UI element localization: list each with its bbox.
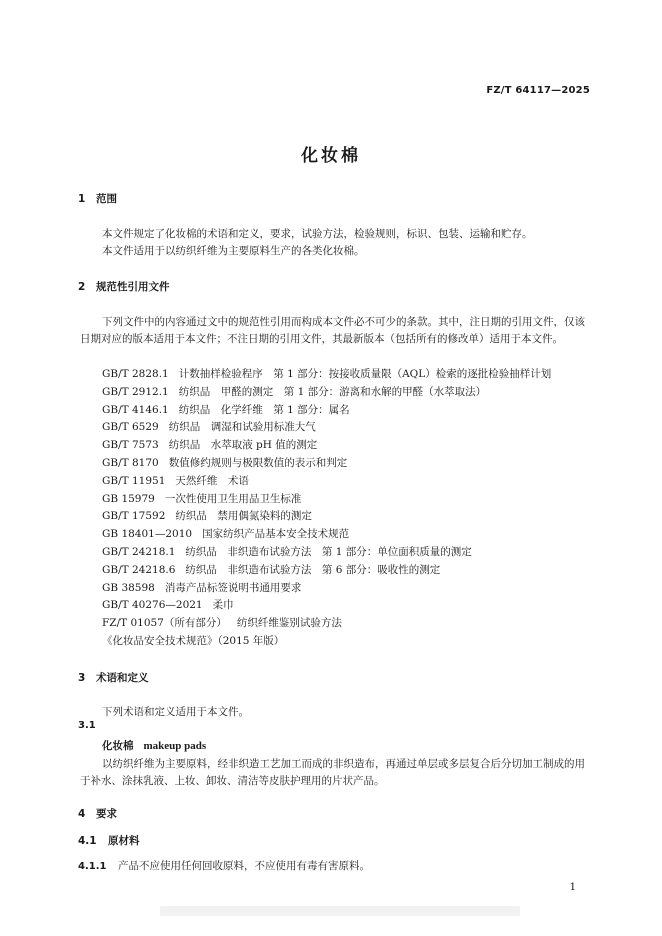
reference-code: GB/T 6529	[102, 421, 159, 434]
page-number: 1	[569, 882, 576, 893]
term-chinese: 化妆棉	[102, 740, 134, 752]
reference-code: GB/T 2912.1	[102, 385, 169, 398]
term-english: makeup pads	[143, 740, 207, 752]
section-number: 2	[78, 281, 86, 293]
reference-code: GB/T 17592	[102, 510, 166, 523]
scope-paragraph-1: 本文件规定了化妆棉的术语和定义，要求，试验方法，检验规则，标识、包装、运输和贮存。	[102, 228, 533, 240]
section-heading-terms-definitions	[78, 670, 149, 685]
reference-title: 消毒产品标签说明书通用要求	[164, 581, 302, 594]
clause-text: 产品不应使用任何回收原料，不应使用有毒有害原料。	[118, 860, 370, 872]
reference-code: GB/T 7573	[102, 439, 159, 452]
term-number: 3.1	[78, 720, 96, 731]
section-heading-requirements	[78, 806, 117, 821]
section-title: 规范性引用文件	[96, 281, 170, 293]
reference-item	[102, 419, 551, 437]
reference-title: 纺织品 化学纤维 第 1 部分：属名	[178, 403, 350, 416]
reference-item	[102, 633, 551, 651]
section-number: 1	[78, 193, 86, 205]
reference-item	[102, 526, 551, 544]
reference-title: 纺织品 非织造布试验方法 第 6 部分：吸收性的测定	[185, 563, 441, 576]
subsection-number: 4.1	[78, 835, 97, 847]
reference-code: GB/T 24218.6	[102, 563, 176, 576]
reference-item	[102, 491, 551, 509]
reference-title: 一次性使用卫生用品卫生标准	[164, 492, 302, 505]
reference-code: GB/T 11951	[102, 474, 166, 487]
reference-code: GB 15979	[102, 492, 155, 505]
reference-code: GB/T 24218.1	[102, 545, 176, 558]
section-number: 4	[78, 808, 86, 820]
reference-item	[102, 580, 551, 598]
term-entry	[102, 738, 206, 753]
reference-title: 柔巾	[212, 599, 234, 612]
reference-item	[102, 562, 551, 580]
references-intro-paragraph: 下列文件中的内容通过文中的规范性引用而构成本文件必不可少的条款。其中，注日期的引用文件，仅该日期对应的版本适用于本文件；不注日期的引用文件，其最新版本（包括所有的修改单）适用于本文件。	[80, 316, 585, 345]
section-title: 要求	[96, 808, 117, 820]
reference-item	[102, 366, 551, 384]
section-title: 范围	[96, 193, 117, 205]
reference-title: 纺织纤维鉴别试验方法	[236, 617, 342, 630]
faint-watermark	[160, 906, 520, 916]
terms-intro-paragraph: 下列术语和定义适用于本文件。	[102, 706, 249, 718]
reference-code: GB/T 40276—2021	[102, 599, 203, 612]
reference-title: 纺织品 非织造布试验方法 第 1 部分：单位面积质量的测定	[185, 545, 472, 558]
section-number: 3	[78, 672, 86, 684]
document-title: 化妆棉	[301, 146, 361, 166]
reference-code: GB 18401—2010	[102, 528, 193, 541]
reference-item	[102, 402, 551, 420]
clause-number: 4.1.1	[78, 861, 107, 872]
reference-title: 纺织品 调湿和试验用标准大气	[168, 421, 316, 434]
standard-code: FZ/T 64117—2025	[486, 85, 590, 96]
reference-item	[102, 384, 551, 402]
section-title: 术语和定义	[96, 672, 149, 684]
reference-title: 纺织品 水萃取液 pH 值的测定	[168, 439, 318, 452]
reference-item	[102, 615, 551, 633]
section-heading-normative-references	[78, 279, 170, 294]
reference-item	[102, 597, 551, 615]
subsection-title: 原材料	[108, 835, 140, 847]
reference-title: 计数抽样检验程序 第 1 部分：按接收质量限（AQL）检索的逐批检验抽样计划	[178, 368, 552, 380]
clause-4-1-1	[78, 858, 370, 873]
subsection-heading-raw-materials	[78, 833, 140, 848]
reference-list	[102, 366, 551, 651]
reference-code: GB/T 4146.1	[102, 403, 169, 416]
reference-item	[102, 437, 551, 455]
reference-code: FZ/T 01057（所有部分）	[102, 617, 227, 630]
term-definition: 以纺织纤维为主要原料，经非织造工艺加工而成的非织造布，再通过单层或多层复合后分切加工制成的用于补水、涂抹乳液、上妆、卸妆、清洁等皮肤护理用的片状产品。	[80, 758, 585, 787]
reference-code: GB/T 8170	[102, 456, 159, 469]
scope-paragraph-2: 本文件适用于以纺织纤维为主要原料生产的各类化妆棉。	[102, 245, 365, 257]
section-heading-scope	[78, 191, 117, 206]
reference-item	[102, 473, 551, 491]
reference-code: GB/T 2828.1	[102, 368, 169, 380]
reference-code: 《化妆品安全技术规范》（2015 年版）	[102, 634, 285, 647]
reference-code: GB 38598	[102, 581, 155, 594]
reference-item	[102, 455, 551, 473]
reference-title: 数值修约规则与极限数值的表示和判定	[168, 456, 348, 469]
reference-item	[102, 508, 551, 526]
reference-title: 国家纺织产品基本安全技术规范	[202, 528, 350, 541]
reference-item	[102, 544, 551, 562]
reference-title: 天然纤维 术语	[175, 474, 249, 487]
reference-title: 纺织品 甲醛的测定 第 1 部分：游离和水解的甲醛（水萃取法）	[178, 385, 487, 398]
reference-title: 纺织品 禁用偶氮染料的测定	[175, 510, 312, 523]
